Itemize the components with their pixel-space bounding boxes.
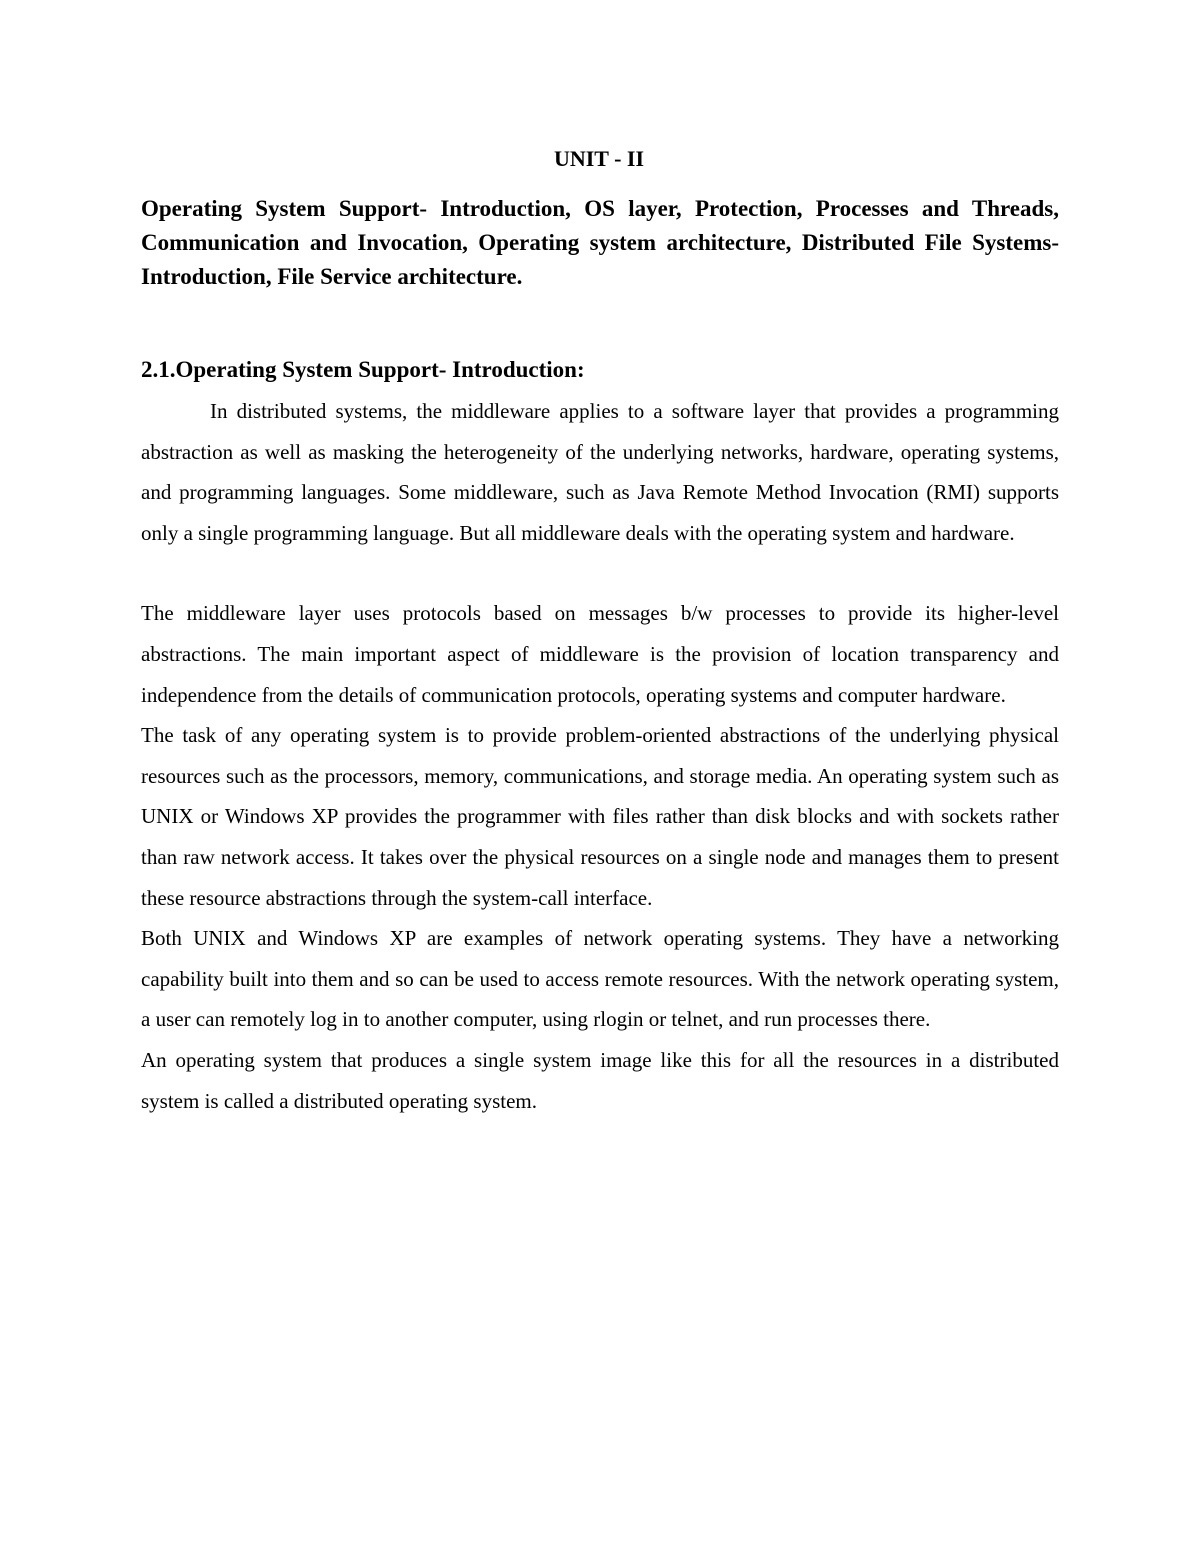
paragraph-middleware-intro: In distributed systems, the middleware applies to a software layer that provides a programming abstraction as well as masking the heterogeneity of the underlying networks, hardware, operating systems, and programming languages. Some middleware, such as Java Remote Method Invocation (RMI) supports only a single programming language. But all middleware deals with the operating system and hardware. bbox=[141, 399, 1059, 545]
paragraph-os-task: The task of any operating system is to provide problem-oriented abstractions of the underlying physical resources such as the processors, memory, communications, and storage media. An operating system such as UNIX or Windows XP provides the programmer with files rather than disk blocks and with sockets rather than raw network access. It takes over the physical resources on a single node and manages them to present these resource abstractions through the system-call interface. bbox=[141, 723, 1059, 910]
section-heading: 2.1.Operating System Support- Introduction: bbox=[141, 357, 585, 382]
page-content bbox=[141, 138, 1059, 1121]
paragraph-middleware-layer: The middleware layer uses protocols based on messages b/w processes to provide its higher-level abstractions. The main important aspect of middleware is the provision of location transparency and independence from the details of communication protocols, operating systems and computer hardware. bbox=[141, 601, 1059, 707]
unit-title: UNIT - II bbox=[553, 146, 645, 171]
paragraph-network-os: Both UNIX and Windows XP are examples of network operating systems. They have a networking capability built into them and so can be used to access remote resources. With the network operating system, a user can remotely log in to another computer, using rlogin or telnet, and run processes there. bbox=[141, 926, 1059, 1032]
unit-topics: Operating System Support- Introduction, OS layer, Protection, Processes and Threads, Communication and Invocation, Operating system architecture, Distributed File Systems-Introduction, File Service architecture. bbox=[141, 196, 1059, 289]
paragraph-distributed-os: An operating system that produces a single system image like this for all the resources in a distributed system is called a distributed operating system. bbox=[141, 1047, 1059, 1113]
